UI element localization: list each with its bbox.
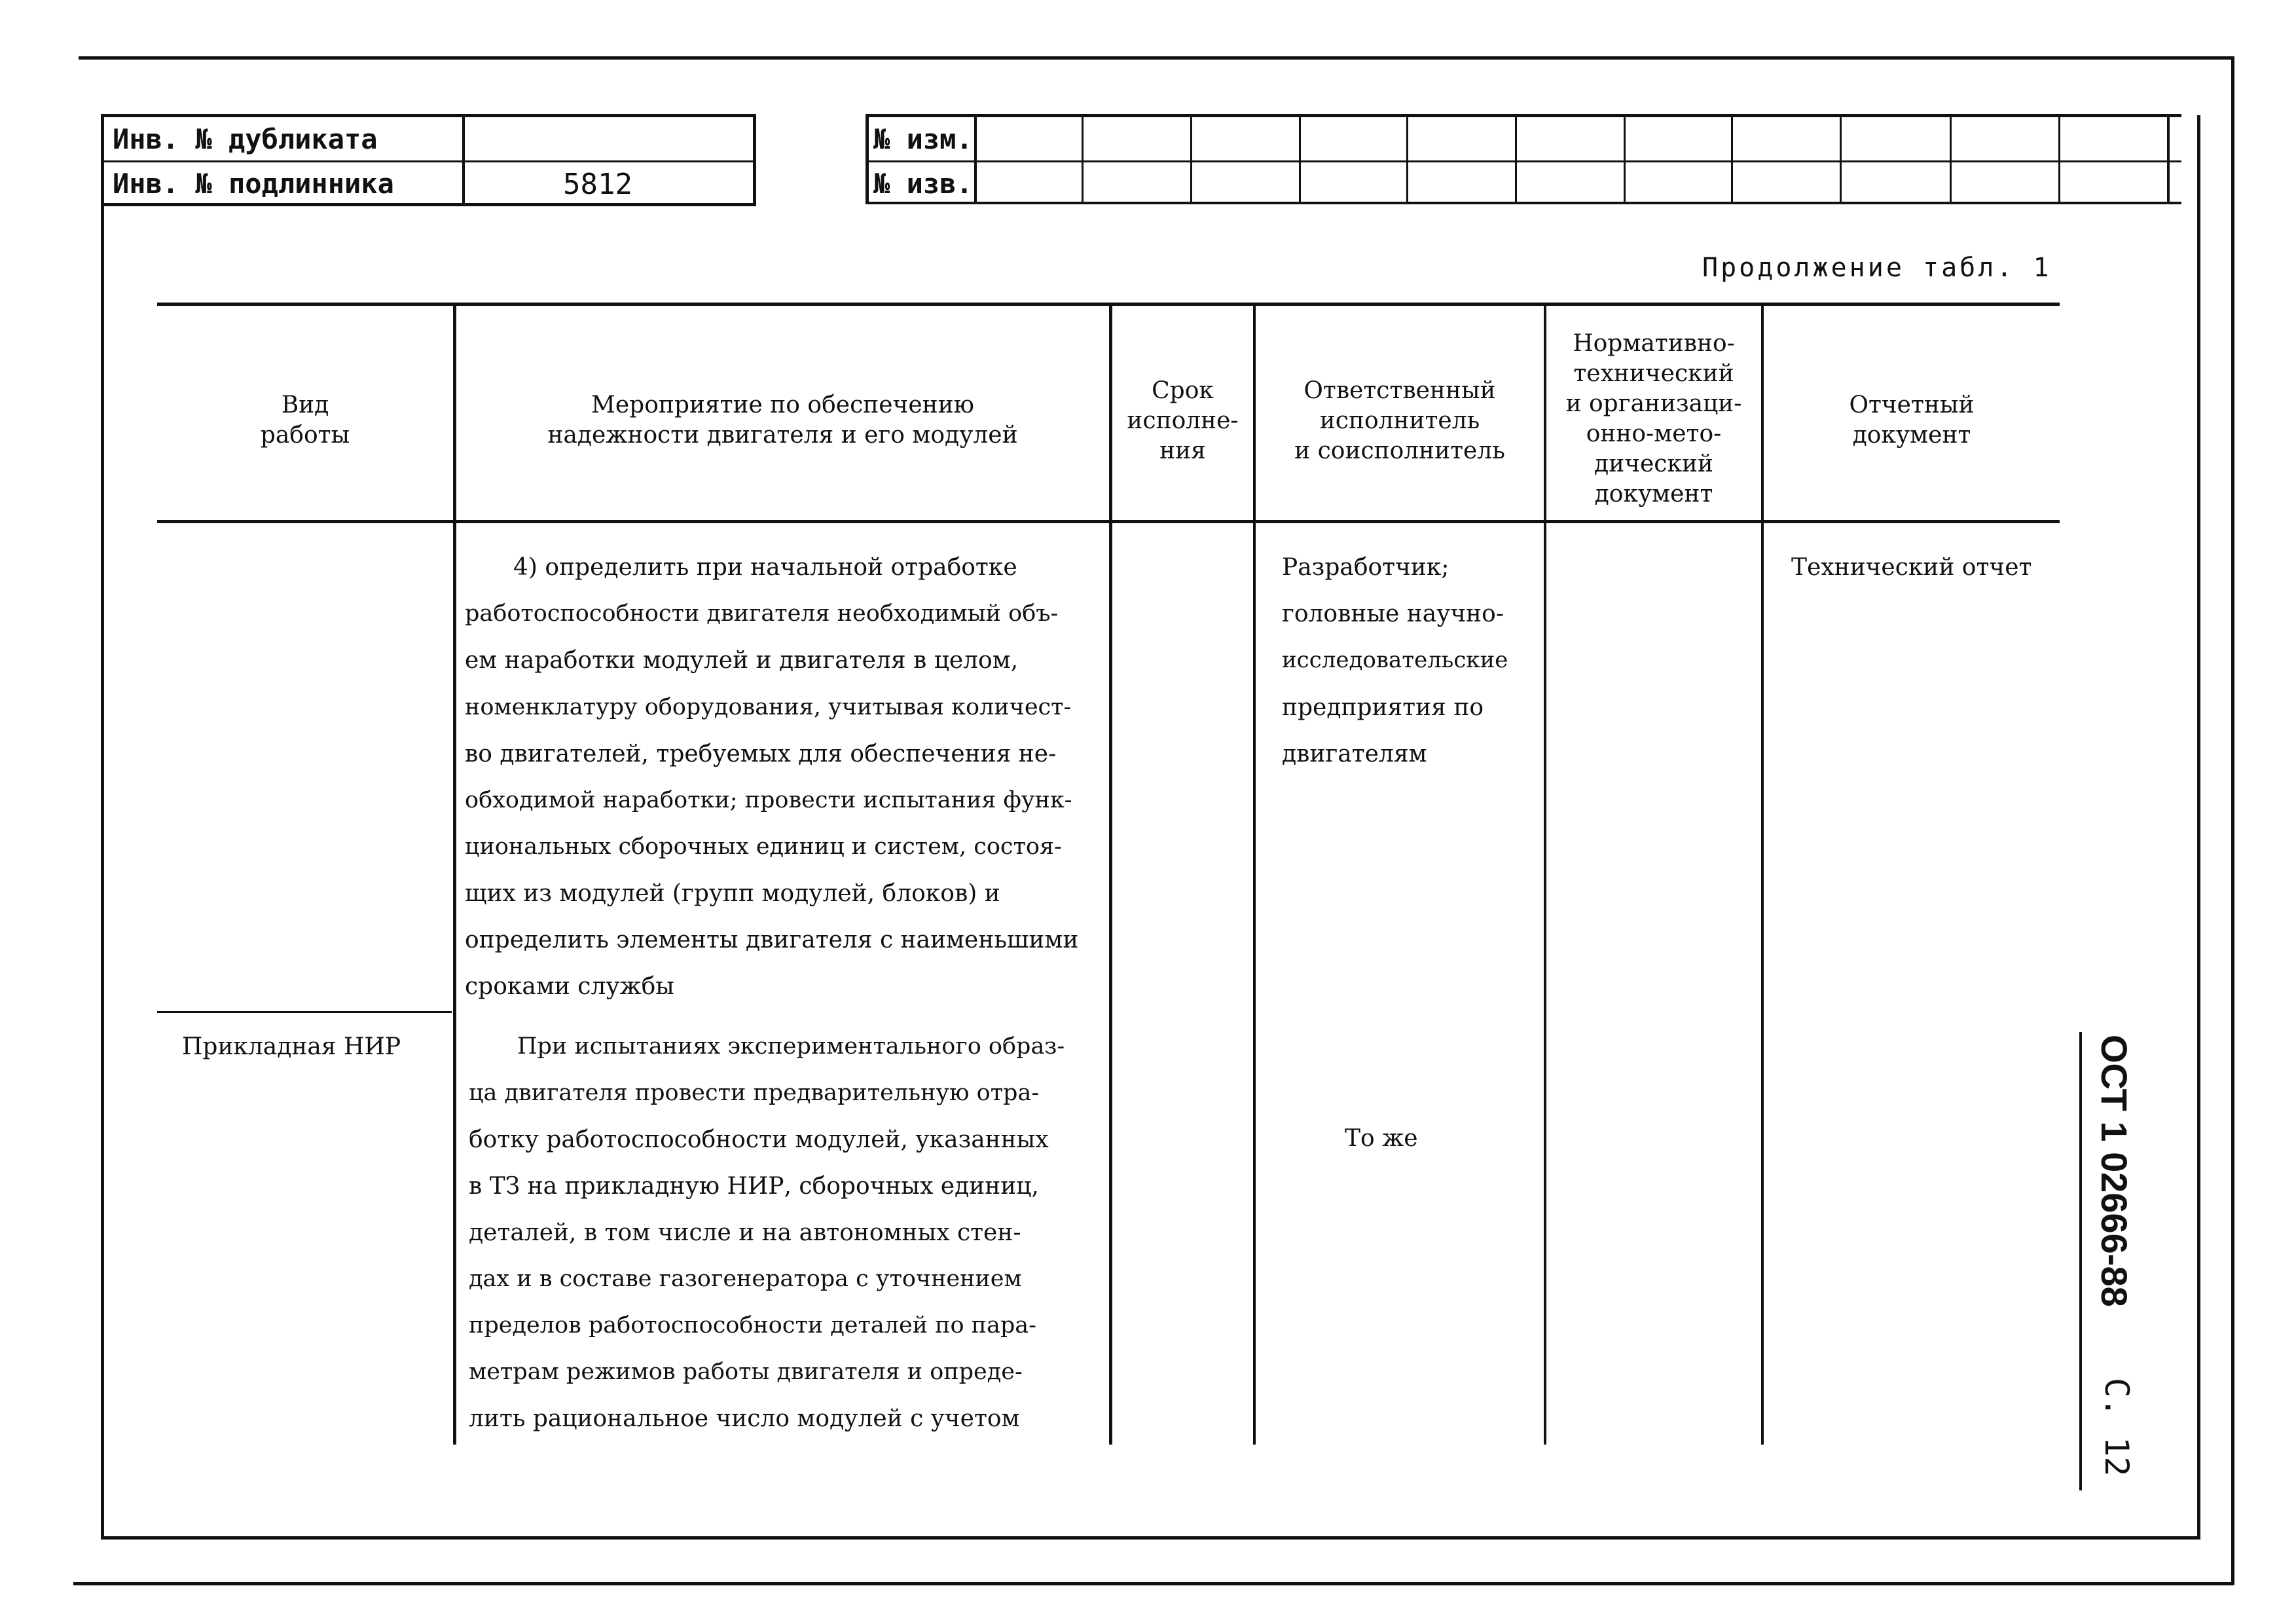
bottom-rule <box>73 1582 2234 1585</box>
duplicate-inventory-label: Инв. № дубликата <box>113 123 378 155</box>
text-line: головные научно- <box>1282 600 1504 627</box>
text-line: двигателям <box>1282 741 1427 767</box>
inner-frame-right <box>2197 115 2200 1539</box>
text-line: пределов работоспособности деталей по пара- <box>469 1312 1036 1338</box>
text-line: в ТЗ на прикладную НИР, сборочных единиц, <box>469 1173 1039 1200</box>
text-line: во двигателей, требуемых для обеспечения не- <box>465 741 1057 767</box>
text-line: Разработчик; <box>1282 554 1449 581</box>
top-rule <box>79 56 2234 60</box>
original-inventory-value: 5812 <box>563 168 632 201</box>
side-rule <box>2079 1032 2082 1490</box>
notice-number-label: № изв. <box>873 168 973 200</box>
original-inventory-label: Инв. № подлинника <box>113 168 394 200</box>
inner-frame-left <box>101 115 104 1539</box>
inner-frame-bottom <box>101 1536 2200 1540</box>
text-line: При испытаниях экспериментального образ- <box>517 1033 1065 1060</box>
text-line: ем наработки модулей и двигателя в целом, <box>465 647 1019 674</box>
text-line: обходимой наработки; провести испытания функ- <box>465 787 1072 813</box>
text-line: лить рациональное число модулей с учетом <box>469 1405 1020 1432</box>
report-document-cell: Технический отчет <box>1791 554 2032 581</box>
text-line: дах и в составе газогенератора с уточнением <box>469 1266 1022 1292</box>
text-line: циональных сборочных единиц и систем, состоя- <box>465 834 1062 860</box>
text-line: сроками службы <box>465 973 674 1000</box>
header-deadline: Срок исполне- ния <box>1127 377 1239 464</box>
text-line: метрам режимов работы двигателя и опреде- <box>469 1359 1023 1385</box>
text-line: предприятия по <box>1282 694 1484 721</box>
outer-right-border <box>2231 56 2234 1585</box>
text-line: номенклатуру оборудования, учитывая количест- <box>465 694 1072 720</box>
text-line: щих из модулей (групп модулей, блоков) и <box>465 880 1000 907</box>
responsible-cell: То же <box>1345 1125 1418 1152</box>
page-number: С. 12 <box>2098 1378 2136 1477</box>
change-number-label: № изм. <box>873 123 973 155</box>
header-responsible: Ответственный исполнитель и соисполнитель <box>1294 377 1505 464</box>
text-line: 4) определить при начальной отработке <box>513 554 1017 581</box>
text-line: исследовательские <box>1282 647 1508 673</box>
text-line: ботку работоспособности модулей, указанных <box>469 1126 1049 1153</box>
text-line: ца двигателя провести предварительную отра- <box>469 1080 1040 1106</box>
header-report-doc: Отчетный документ <box>1849 392 1975 449</box>
header-measure: Мероприятие по обеспечению надежности двигателя и его модулей <box>547 392 1018 449</box>
standard-designation: ОСТ 1 02666-88 <box>2094 1035 2135 1307</box>
text-line: работоспособности двигателя необходимый объ- <box>465 600 1059 627</box>
work-type-cell: Прикладная НИР <box>182 1033 401 1060</box>
continuation-caption: Продолжение табл. 1 <box>1702 253 2052 283</box>
text-line: деталей, в том числе и на автономных стен- <box>469 1219 1021 1246</box>
header-normative-doc: Нормативно- технический и организаци- онно-мето- дический документ <box>1565 330 1742 507</box>
text-line: определить элементы двигателя с наименьшими <box>465 927 1079 953</box>
header-work-type: Вид работы <box>260 392 350 449</box>
